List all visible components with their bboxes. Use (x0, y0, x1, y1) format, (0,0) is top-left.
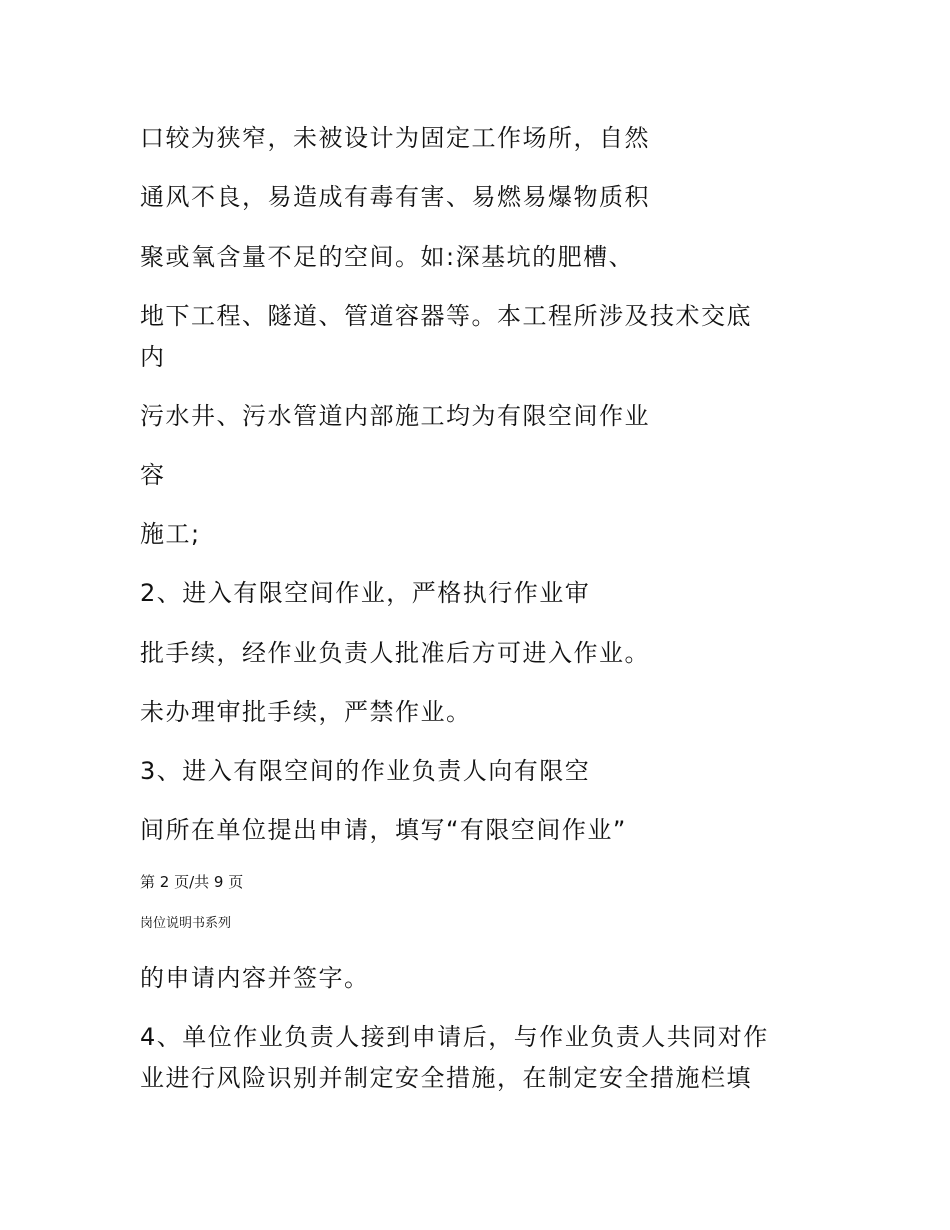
body-text-line: 内 (140, 343, 166, 371)
body-text-line: 容 (140, 461, 166, 489)
body-text-line: 未办理审批手续，严禁作业。 (140, 698, 472, 726)
body-text-line: 口较为狭窄，未被设计为固定工作场所，自然 (140, 124, 650, 152)
body-text-line: 3、进入有限空间的作业负责人向有限空 (140, 757, 591, 785)
body-text-line: 2、进入有限空间作业，严格执行作业审 (140, 579, 591, 607)
body-text-line: 聚或氧含量不足的空间。如:深基坑的肥槽、 (140, 243, 635, 271)
body-text-line: 地下工程、隧道、管道容器等。本工程所涉及技术交底 (140, 302, 752, 330)
body-text-line: 施工; (140, 520, 201, 548)
body-text-line: 间所在单位提出申请，填写“有限空间作业” (140, 816, 627, 844)
body-text-line: 通风不良，易造成有毒有害、易燃易爆物质积 (140, 183, 650, 211)
body-text-line: 4、单位作业负责人接到申请后，与作业负责人共同对作 (140, 1023, 769, 1051)
body-text-line: 的申请内容并签字。 (140, 964, 370, 992)
body-text-line: 污水井、污水管道内部施工均为有限空间作业 (140, 402, 650, 430)
page-number: 第 2 页/共 9 页 (140, 873, 244, 891)
series-title: 岗位说明书系列 (140, 916, 232, 931)
body-text-line: 业进行风险识别并制定安全措施，在制定安全措施栏填 (140, 1064, 752, 1092)
body-text-line: 批手续，经作业负责人批准后方可进入作业。 (140, 639, 650, 667)
